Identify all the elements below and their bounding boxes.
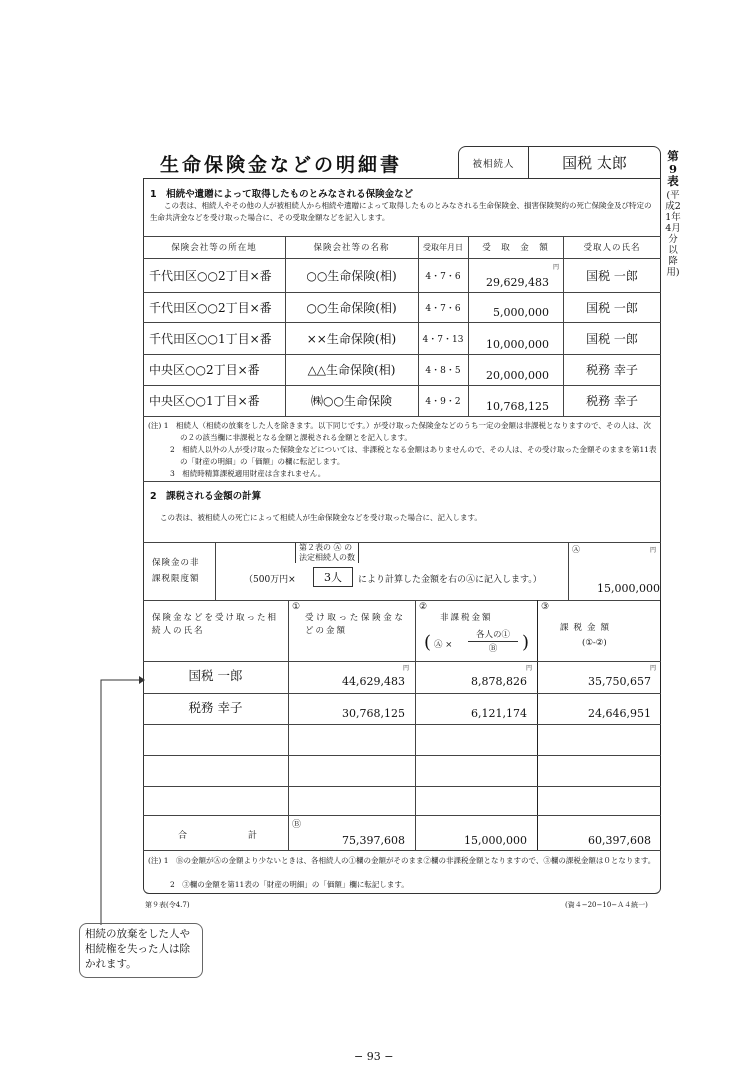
section1-note-1: (注) 1 相続人（相続の放棄をした人を除きます。以下同じです。）が受け取った保険金などのうち一定の金額は非課税となりますので、その人は、次の２の該当欄に非課税となる金額と課税される金額とを記入します。 <box>148 421 651 442</box>
section1-note-3: 3 相続時精算課税適用財産は含まれません。 <box>170 469 326 478</box>
footer-doc-code: (資４−20−10−Ａ４統一) <box>565 901 648 909</box>
yen-unit: 円 <box>650 665 657 672</box>
row4-date: 4・8・5 <box>425 366 461 376</box>
row2-date: 4・7・6 <box>425 303 461 314</box>
heir2-name: 税務 幸子 <box>188 700 243 715</box>
col-taxable-sub: (①-②) <box>582 638 607 648</box>
row4-recipient: 税務 幸子 <box>586 363 638 377</box>
footer-form-code: 第９表(令4.7) <box>145 901 190 909</box>
limit-formula-suffix: により計算した金額を右のⒶに記入します。） <box>358 575 542 585</box>
heir2-exempt: 6,121,174 <box>471 706 527 720</box>
row5-amount: 10,768,125 <box>486 400 549 413</box>
row1-address: 千代田区○○2丁目×番 <box>149 268 272 283</box>
form-side-label <box>664 150 682 278</box>
limit-yen: 円 <box>650 547 657 554</box>
row2-company: ○○生命保険(相) <box>306 300 397 315</box>
row2-recipient: 国税 一郎 <box>586 300 638 315</box>
page-number: − 93 − <box>354 1050 394 1063</box>
row1-date: 4・7・6 <box>425 271 461 282</box>
section2-description: この表は、被相続人の死亡によって相続人が生命保険金などを受け取った場合に、記入します。 <box>160 513 482 522</box>
total-marker: Ⓑ <box>292 820 302 830</box>
form-number: 第9表 <box>667 149 679 188</box>
col-taxable-marker: ③ <box>541 602 550 612</box>
header-address: 保険会社等の所在地 <box>171 243 257 253</box>
limit-marker: Ⓐ <box>572 545 580 554</box>
row4-amount: 20,000,000 <box>486 369 549 382</box>
section1-heading: 1 相続や遺贈によって取得したものとみなされる保険金など <box>150 189 414 200</box>
form-version: (平成21年4月分以降用) <box>665 189 681 278</box>
total-taxable: 60,397,608 <box>588 833 651 847</box>
section2-note-2: 2 ③欄の金額を第11表の「財産の明細」の「価額」欄に転記します。 <box>170 880 409 889</box>
header-recipient: 受取人の氏名 <box>583 243 641 253</box>
row3-company: ××生命保険(相) <box>306 331 397 346</box>
form-title: 生命保険金などの明細書 <box>160 154 403 176</box>
callout-note: 相続の放棄をした人や相続権を失った人は除かれます。 <box>79 923 203 978</box>
limit-formula-prefix: （500万円× <box>244 575 296 585</box>
total-label-2: 計 <box>248 831 258 841</box>
row5-address: 中央区○○1丁目×番 <box>149 394 260 408</box>
row3-amount: 10,000,000 <box>486 338 549 351</box>
col-received-marker: ① <box>292 602 301 612</box>
exempt-formula: ( Ⓐ × 各人の① Ⓑ ) <box>424 630 530 654</box>
row5-company: ㈱○○生命保険 <box>311 394 392 408</box>
row5-date: 4・9・2 <box>425 397 461 407</box>
heirs-count: 3人 <box>313 567 353 587</box>
heir1-name: 国税 一郎 <box>188 668 243 683</box>
row2-amount: 5,000,000 <box>493 306 549 319</box>
total-exempt: 15,000,000 <box>464 833 527 847</box>
row3-date: 4・7・13 <box>422 334 464 345</box>
limit-amount: 15,000,000 <box>597 582 660 595</box>
col-exempt-header: 非課税金額 <box>440 613 493 623</box>
row4-address: 中央区○○2丁目×番 <box>149 363 260 377</box>
callout-arrow <box>95 672 145 927</box>
total-label-1: 合 <box>178 831 188 841</box>
row1-recipient: 国税 一郎 <box>586 268 638 283</box>
section1-note-2: 2 相続人以外の人が受け取った保険金などについては、非課税となる金額はありませんので、その人は、その受け取った金額そのままを第11表の「財産の明細」の「価額」の欄に転記します。 <box>170 445 657 466</box>
heir2-taxable: 24,646,951 <box>588 706 651 720</box>
row3-recipient: 国税 一郎 <box>586 331 638 346</box>
row1-amount: 29,629,483 <box>486 276 549 289</box>
heirs-bracket: 第２表の Ⓐ の 法定相続人の数 <box>295 543 359 563</box>
heir1-taxable: 35,750,657 <box>588 674 651 688</box>
header-date: 受取年月日 <box>423 242 463 252</box>
yen-unit: 円 <box>553 264 560 271</box>
row1-company: ○○生命保険(相) <box>306 268 397 283</box>
header-company: 保険会社等の名称 <box>313 243 390 253</box>
row3-address: 千代田区○○1丁目×番 <box>149 331 272 346</box>
yen-unit: 円 <box>526 665 533 672</box>
row5-recipient: 税務 幸子 <box>586 394 638 408</box>
row2-address: 千代田区○○2丁目×番 <box>149 300 272 315</box>
header-amount: 受 取 金 額 <box>482 243 549 253</box>
heir1-exempt: 8,878,826 <box>471 674 527 688</box>
heir1-received: 44,629,483 <box>342 674 405 688</box>
row4-company: △△生命保険(相) <box>307 363 396 377</box>
col-exempt-marker: ② <box>419 602 428 612</box>
section1-description: この表は、相続人やその他の人が被相続人から相続や遺贈によって取得したものとみなされる生命保険金、損害保険契約の死亡保険金及び特定の生命共済金などを受け取った場合に、その受取金額などを記入します。 <box>150 201 652 222</box>
total-received: 75,397,608 <box>342 833 405 847</box>
col-name-header: 保険金などを受け取った相続人の氏名 <box>152 613 279 636</box>
section2-note-1: (注) 1 Ⓑの金額がⒶの金額より少ないときは、各相続人の①欄の金額がそのまま②欄の非課税金額となりますので、③欄の課税金額は０となります。 <box>148 856 656 865</box>
deceased-name: 国税 太郎 <box>562 154 627 172</box>
deceased-label: 被相続人 <box>459 147 529 178</box>
limit-label: 保険金の非 課税限度額 <box>152 558 200 584</box>
deceased-box <box>458 146 661 178</box>
col-received-header: 受け取った保険金などの金額 <box>305 613 405 636</box>
section2-heading: 2 課税される金額の計算 <box>150 491 262 502</box>
col-taxable-header: 課税金額 <box>560 623 615 633</box>
yen-unit: 円 <box>403 665 410 672</box>
heir2-received: 30,768,125 <box>342 706 405 720</box>
